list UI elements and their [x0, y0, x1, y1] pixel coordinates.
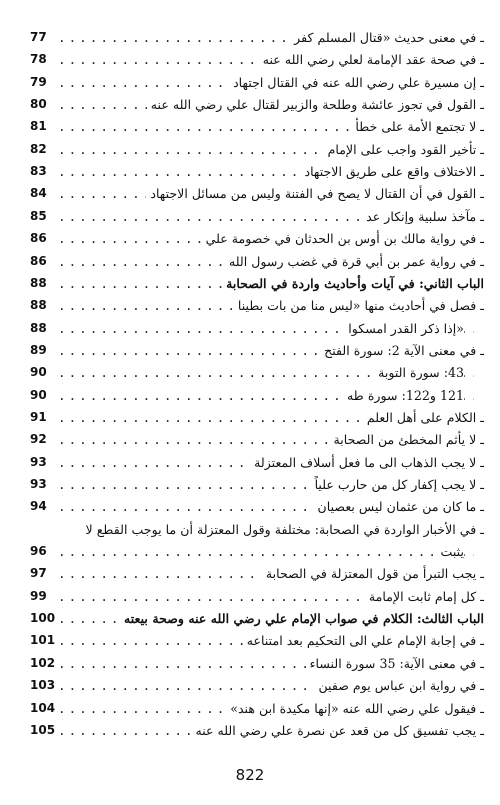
toc-entry-title: ـ لا يأثم المخطئ من الصحابة — [329, 432, 484, 447]
toc-page-number: 94 — [30, 499, 47, 514]
chapter-heading: الباب الثالث: الكلام في صواب الإمام علي رضي الله عنه وصحة بيعته — [120, 611, 484, 626]
dot-leader — [58, 544, 474, 559]
toc-page-number: 99 — [30, 588, 47, 603]
toc-page-number: 86 — [30, 253, 47, 268]
toc-entry — [14, 701, 484, 723]
toc-entry-title: ـ في رواية عمر بن أبي قرة في غضب رسول الله — [225, 254, 484, 269]
toc-page-number: 89 — [30, 342, 47, 357]
toc-entry — [14, 276, 484, 298]
toc-entry-title: 121 و122: سورة طه — [343, 388, 464, 403]
toc-entry — [14, 388, 484, 410]
toc-page-number: 88 — [30, 320, 47, 335]
toc-entry-title: ـ في رواية مالك بن أوس بن الحدثان في خصومة علي — [202, 231, 484, 246]
toc-page-number: 96 — [30, 544, 47, 559]
toc-entry-title: ـ في إجابة الإمام علي الى التحكيم بعد امتناعه — [243, 633, 484, 648]
toc-entry-title: ـ يجب التبرأ من قول المعتزلة في الصحابة — [262, 566, 484, 581]
toc-entry — [14, 30, 484, 52]
toc-page-number: 105 — [30, 722, 56, 737]
toc-entry — [14, 52, 484, 74]
toc-entry-title: 43: سورة التوبة — [374, 365, 464, 380]
toc-entry — [14, 432, 484, 454]
toc-page-number: 90 — [30, 387, 47, 402]
toc-entry — [14, 678, 484, 700]
toc-entry-title: ـ كل إمام ثابت الإمامة — [365, 589, 484, 604]
toc-page-number: 100 — [30, 611, 56, 626]
toc-entry-title: ـ في صحة عقد الإمامة لعلي رضي الله عنه — [259, 52, 484, 67]
toc-entry — [14, 477, 484, 499]
toc-page-number: 82 — [30, 141, 47, 156]
toc-page-number: 103 — [30, 678, 56, 693]
toc-entry — [14, 365, 484, 387]
toc-entry-title: ـ الكلام على أهل العلم — [363, 410, 484, 425]
toc-entry — [14, 499, 484, 521]
toc-page-number: 78 — [30, 52, 47, 67]
toc-entry — [14, 522, 484, 544]
toc-entry — [14, 544, 484, 566]
toc-entry-title: ـ في معنى الآية: 35 سورة النساء — [306, 656, 484, 671]
toc-entry — [14, 611, 484, 633]
toc-page-number: 97 — [30, 566, 47, 581]
toc-entry — [14, 75, 484, 97]
toc-entry — [14, 209, 484, 231]
toc-page-number: 84 — [30, 186, 47, 201]
toc-page-number: 93 — [30, 477, 47, 491]
toc-page-number: 91 — [30, 409, 47, 424]
toc-entry — [14, 298, 484, 320]
toc-page-number: 90 — [30, 365, 47, 380]
toc-page-number: 83 — [30, 164, 47, 179]
toc-entry-title: ـ فصل في أحاديث منها «ليس منا من بات بطينا — [234, 298, 484, 313]
toc-entry — [14, 656, 484, 678]
toc-page-number: 93 — [30, 454, 47, 469]
page-number: 822 — [235, 766, 265, 784]
toc-entry-title: ـ في الأخبار الواردة في الصحابة: مختلفة وقول المعتزلة أن ما يوجب القطع لا — [82, 522, 484, 537]
toc-entry-title: ـ يجب تفسيق كل من قعد عن نصرة علي رضي الله عنه — [191, 723, 484, 738]
toc-page-number: 92 — [30, 432, 47, 447]
toc-entry-title: ـ في معنى حديث «قتال المسلم كفر — [290, 30, 484, 45]
toc-entry — [14, 723, 484, 745]
toc-entry — [14, 142, 484, 164]
toc-entry-title: ـ الاختلاف واقع على طريق الاجتهاد — [300, 164, 484, 179]
toc-entry — [14, 164, 484, 186]
toc-entry — [14, 254, 484, 276]
toc-entry — [14, 231, 484, 253]
toc-page-number: 88 — [30, 298, 47, 313]
toc-entry — [14, 321, 484, 343]
toc-entry — [14, 633, 484, 655]
toc-entry — [14, 119, 484, 141]
toc-entry-title: «إذا ذكر القدر امسكوا — [344, 321, 464, 336]
toc-page-number: 85 — [30, 208, 47, 223]
toc-entry-title: يثبت — [437, 544, 464, 559]
toc-page-number: 101 — [30, 633, 56, 648]
toc-page-number: 81 — [30, 119, 47, 134]
toc-page-number: 86 — [30, 231, 47, 246]
toc-entry — [14, 455, 484, 477]
toc-page-number: 102 — [30, 655, 56, 670]
toc-entry-title: ـ إن مسيرة علي رضي الله عنه في القتال اجتهاد — [229, 75, 484, 90]
toc-entry-title: ـ تأخير القود واجب على الإمام — [324, 142, 484, 157]
toc-page-number: 79 — [30, 74, 47, 89]
toc-entry-title: ـ ما كان من عثمان ليس بعصيان — [314, 499, 484, 514]
toc-entry — [14, 343, 484, 365]
toc-entry — [14, 410, 484, 432]
toc-entry-title: ـ القول في أن القتال لا يصح في الفتنة وليس من مسائل الاجتهاد — [146, 186, 484, 201]
chapter-heading: الباب الثاني: في آيات وأحاديث واردة في الصحابة — [222, 276, 484, 291]
toc-entry-title: ـ لا يجب الذهاب الى ما فعل أسلاف المعتزلة — [250, 455, 484, 470]
toc-entry — [14, 97, 484, 119]
toc-entry-title: ـ في رواية ابن عباس يوم صفين — [314, 678, 484, 693]
toc-entry-title: ـ فيقول علي رضي الله عنه «إنها مكيدة ابن هند» — [226, 701, 484, 716]
toc-entry-title: ـ لا تجتمع الأمة على خطأ — [351, 119, 484, 134]
toc-entry — [14, 566, 484, 588]
toc-entry — [14, 589, 484, 611]
toc-entry-title: ـ في معنى الآية 2: سورة الفتح — [320, 343, 484, 358]
toc-entry-title: ـ القول في تجوز عائشة وطلحة والزبير لقتال علي رضي الله عنه — [147, 97, 484, 112]
toc-entry — [14, 186, 484, 208]
toc-page-number: 104 — [30, 700, 56, 715]
toc-page-number: 80 — [30, 97, 47, 112]
toc-entry-title: ـ لا يجب إكفار كل من حارب علياً — [311, 477, 484, 492]
toc-entry-title: ـ مآخذ سلبية وإنكار عد — [362, 209, 484, 224]
toc-page-number: 77 — [30, 30, 47, 44]
toc-page-number: 88 — [30, 275, 47, 290]
